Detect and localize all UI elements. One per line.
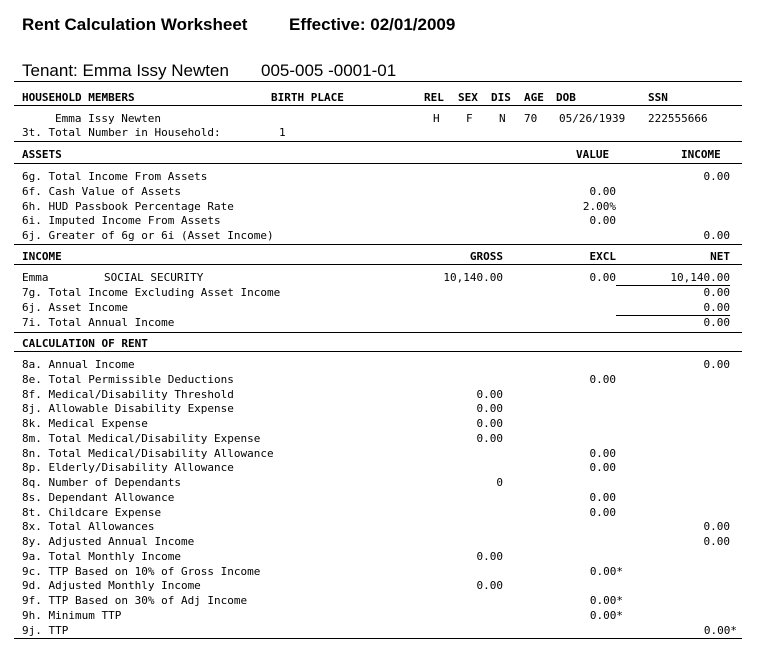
divider <box>14 105 742 106</box>
rent-row-label: 8n. Total Medical/Disability Allowance <box>22 446 274 460</box>
rent-row-label: 8q. Number of Dependants <box>22 476 181 489</box>
divider <box>14 81 742 82</box>
income-net-header: NET <box>710 250 730 263</box>
asset-row-label: 6i. Imputed Income From Assets <box>22 214 221 228</box>
household-members-header: HOUSEHOLD MEMBERS <box>22 91 135 104</box>
assets-section-title: ASSETS <box>22 148 62 161</box>
rent-row-label: 9a. Total Monthly Income <box>22 549 181 563</box>
divider <box>14 244 742 245</box>
asset-row-label: 6j. Greater of 6g or 6i (Asset Income) <box>22 229 274 243</box>
rent-row-gross: 0.00 <box>476 402 503 416</box>
divider <box>14 332 742 333</box>
rent-row-excl: 0.00 <box>589 446 616 460</box>
income-row-label: 7i. Total Annual Income <box>22 316 175 329</box>
rent-row-excl: 0.00* <box>589 608 623 622</box>
member-ssn: 222555666 <box>648 112 708 125</box>
rent-row-gross: 0.00 <box>476 417 503 430</box>
rel-header: REL <box>424 91 444 104</box>
asset-row-label: 6h. HUD Passbook Percentage Rate <box>22 199 234 213</box>
member-rel: H <box>433 112 440 125</box>
rent-row-label: 9h. Minimum TTP <box>22 608 122 622</box>
rent-row-net: 0.00 <box>703 520 730 534</box>
assets-income-header: INCOME <box>681 148 721 161</box>
rent-row-net: 0.00 <box>703 358 730 371</box>
rent-row-gross: 0 <box>496 476 503 489</box>
household-total-label: 3t. Total Number in Household: <box>22 126 221 139</box>
rent-row-label: 8a. Annual Income <box>22 358 135 371</box>
rent-row-excl: 0.00* <box>589 564 623 578</box>
rent-row-gross: 0.00 <box>476 579 503 593</box>
assets-value-header: VALUE <box>576 148 610 161</box>
rent-row-excl: 0.00 <box>589 490 616 504</box>
member-dob: 05/26/1939 <box>559 112 626 125</box>
rent-row-label: 8k. Medical Expense <box>22 417 148 430</box>
age-header: AGE <box>524 91 544 104</box>
rent-row-label: 8t. Childcare Expense <box>22 505 162 519</box>
asset-row-value: 2.00% <box>582 199 616 213</box>
asset-row-label: 6g. Total Income From Assets <box>22 170 208 183</box>
rent-row-label: 8f. Medical/Disability Threshold <box>22 387 234 401</box>
income-source-type: SOCIAL SECURITY <box>104 271 204 284</box>
rent-row-gross: 0.00 <box>476 431 503 445</box>
income-row-net: 0.00 <box>703 316 730 329</box>
asset-row-value: 0.00 <box>589 214 616 228</box>
asset-row-income: 0.00 <box>703 229 730 243</box>
income-source-member: Emma <box>22 271 49 284</box>
income-source-gross: 10,140.00 <box>443 271 503 284</box>
rent-row-excl: 0.00* <box>589 594 623 607</box>
report-title: Rent Calculation Worksheet <box>22 15 248 34</box>
asset-row-income: 0.00 <box>703 170 730 183</box>
member-age: 70 <box>524 112 538 125</box>
divider <box>14 351 742 352</box>
tenant-id: 005-005 -0001-01 <box>261 61 397 80</box>
rent-row-gross: 0.00 <box>476 549 503 563</box>
rent-row-net: 0.00* <box>703 623 737 637</box>
rent-row-label: 8p. Elderly/Disability Allowance <box>22 461 234 475</box>
rent-row-label: 8y. Adjusted Annual Income <box>22 535 195 548</box>
divider <box>14 163 742 164</box>
effective-date: Effective: 02/01/2009 <box>289 15 456 34</box>
rent-row-excl: 0.00 <box>589 372 616 386</box>
divider <box>14 638 742 639</box>
tenant-name: Tenant: Emma Issy Newten <box>22 61 229 80</box>
sex-header: SEX <box>458 91 478 104</box>
income-row-label: 6j. Asset Income <box>22 301 128 314</box>
income-row-net: 0.00 <box>703 301 730 314</box>
rent-row-label: 8e. Total Permissible Deductions <box>22 372 234 386</box>
rent-row-label: 9d. Adjusted Monthly Income <box>22 579 201 593</box>
income-row-net: 0.00 <box>703 286 730 299</box>
divider <box>14 264 742 265</box>
asset-row-label: 6f. Cash Value of Assets <box>22 184 181 198</box>
income-excl-header: EXCL <box>589 250 616 263</box>
member-dis: N <box>499 112 506 125</box>
birth-place-header: BIRTH PLACE <box>271 91 344 104</box>
income-section-title: INCOME <box>22 250 62 263</box>
rent-row-label: 8m. Total Medical/Disability Expense <box>22 431 261 445</box>
dob-header: DOB <box>556 91 576 104</box>
income-source-net: 10,140.00 <box>670 271 730 284</box>
ssn-header: SSN <box>648 91 668 104</box>
rent-row-excl: 0.00 <box>589 461 616 475</box>
net-underline <box>616 315 730 316</box>
member-name: Emma Issy Newten <box>55 112 161 125</box>
rent-row-label: 9c. TTP Based on 10% of Gross Income <box>22 564 261 578</box>
rent-section-title: CALCULATION OF RENT <box>22 337 148 350</box>
rent-row-excl: 0.00 <box>589 505 616 519</box>
asset-row-value: 0.00 <box>589 184 616 198</box>
dis-header: DIS <box>491 91 511 104</box>
income-gross-header: GROSS <box>469 250 503 263</box>
divider <box>14 141 742 142</box>
household-total-value: 1 <box>279 126 286 139</box>
rent-row-label: 9j. TTP <box>22 623 69 637</box>
rent-row-label: 8x. Total Allowances <box>22 520 155 534</box>
rent-row-label: 9f. TTP Based on 30% of Adj Income <box>22 594 248 607</box>
income-source-excl: 0.00 <box>589 271 616 284</box>
rent-row-gross: 0.00 <box>476 387 503 401</box>
income-row-label: 7g. Total Income Excluding Asset Income <box>22 286 281 299</box>
rent-row-net: 0.00 <box>703 535 730 548</box>
member-sex: F <box>466 112 473 125</box>
rent-row-label: 8s. Dependant Allowance <box>22 490 175 504</box>
rent-row-label: 8j. Allowable Disability Expense <box>22 402 234 416</box>
